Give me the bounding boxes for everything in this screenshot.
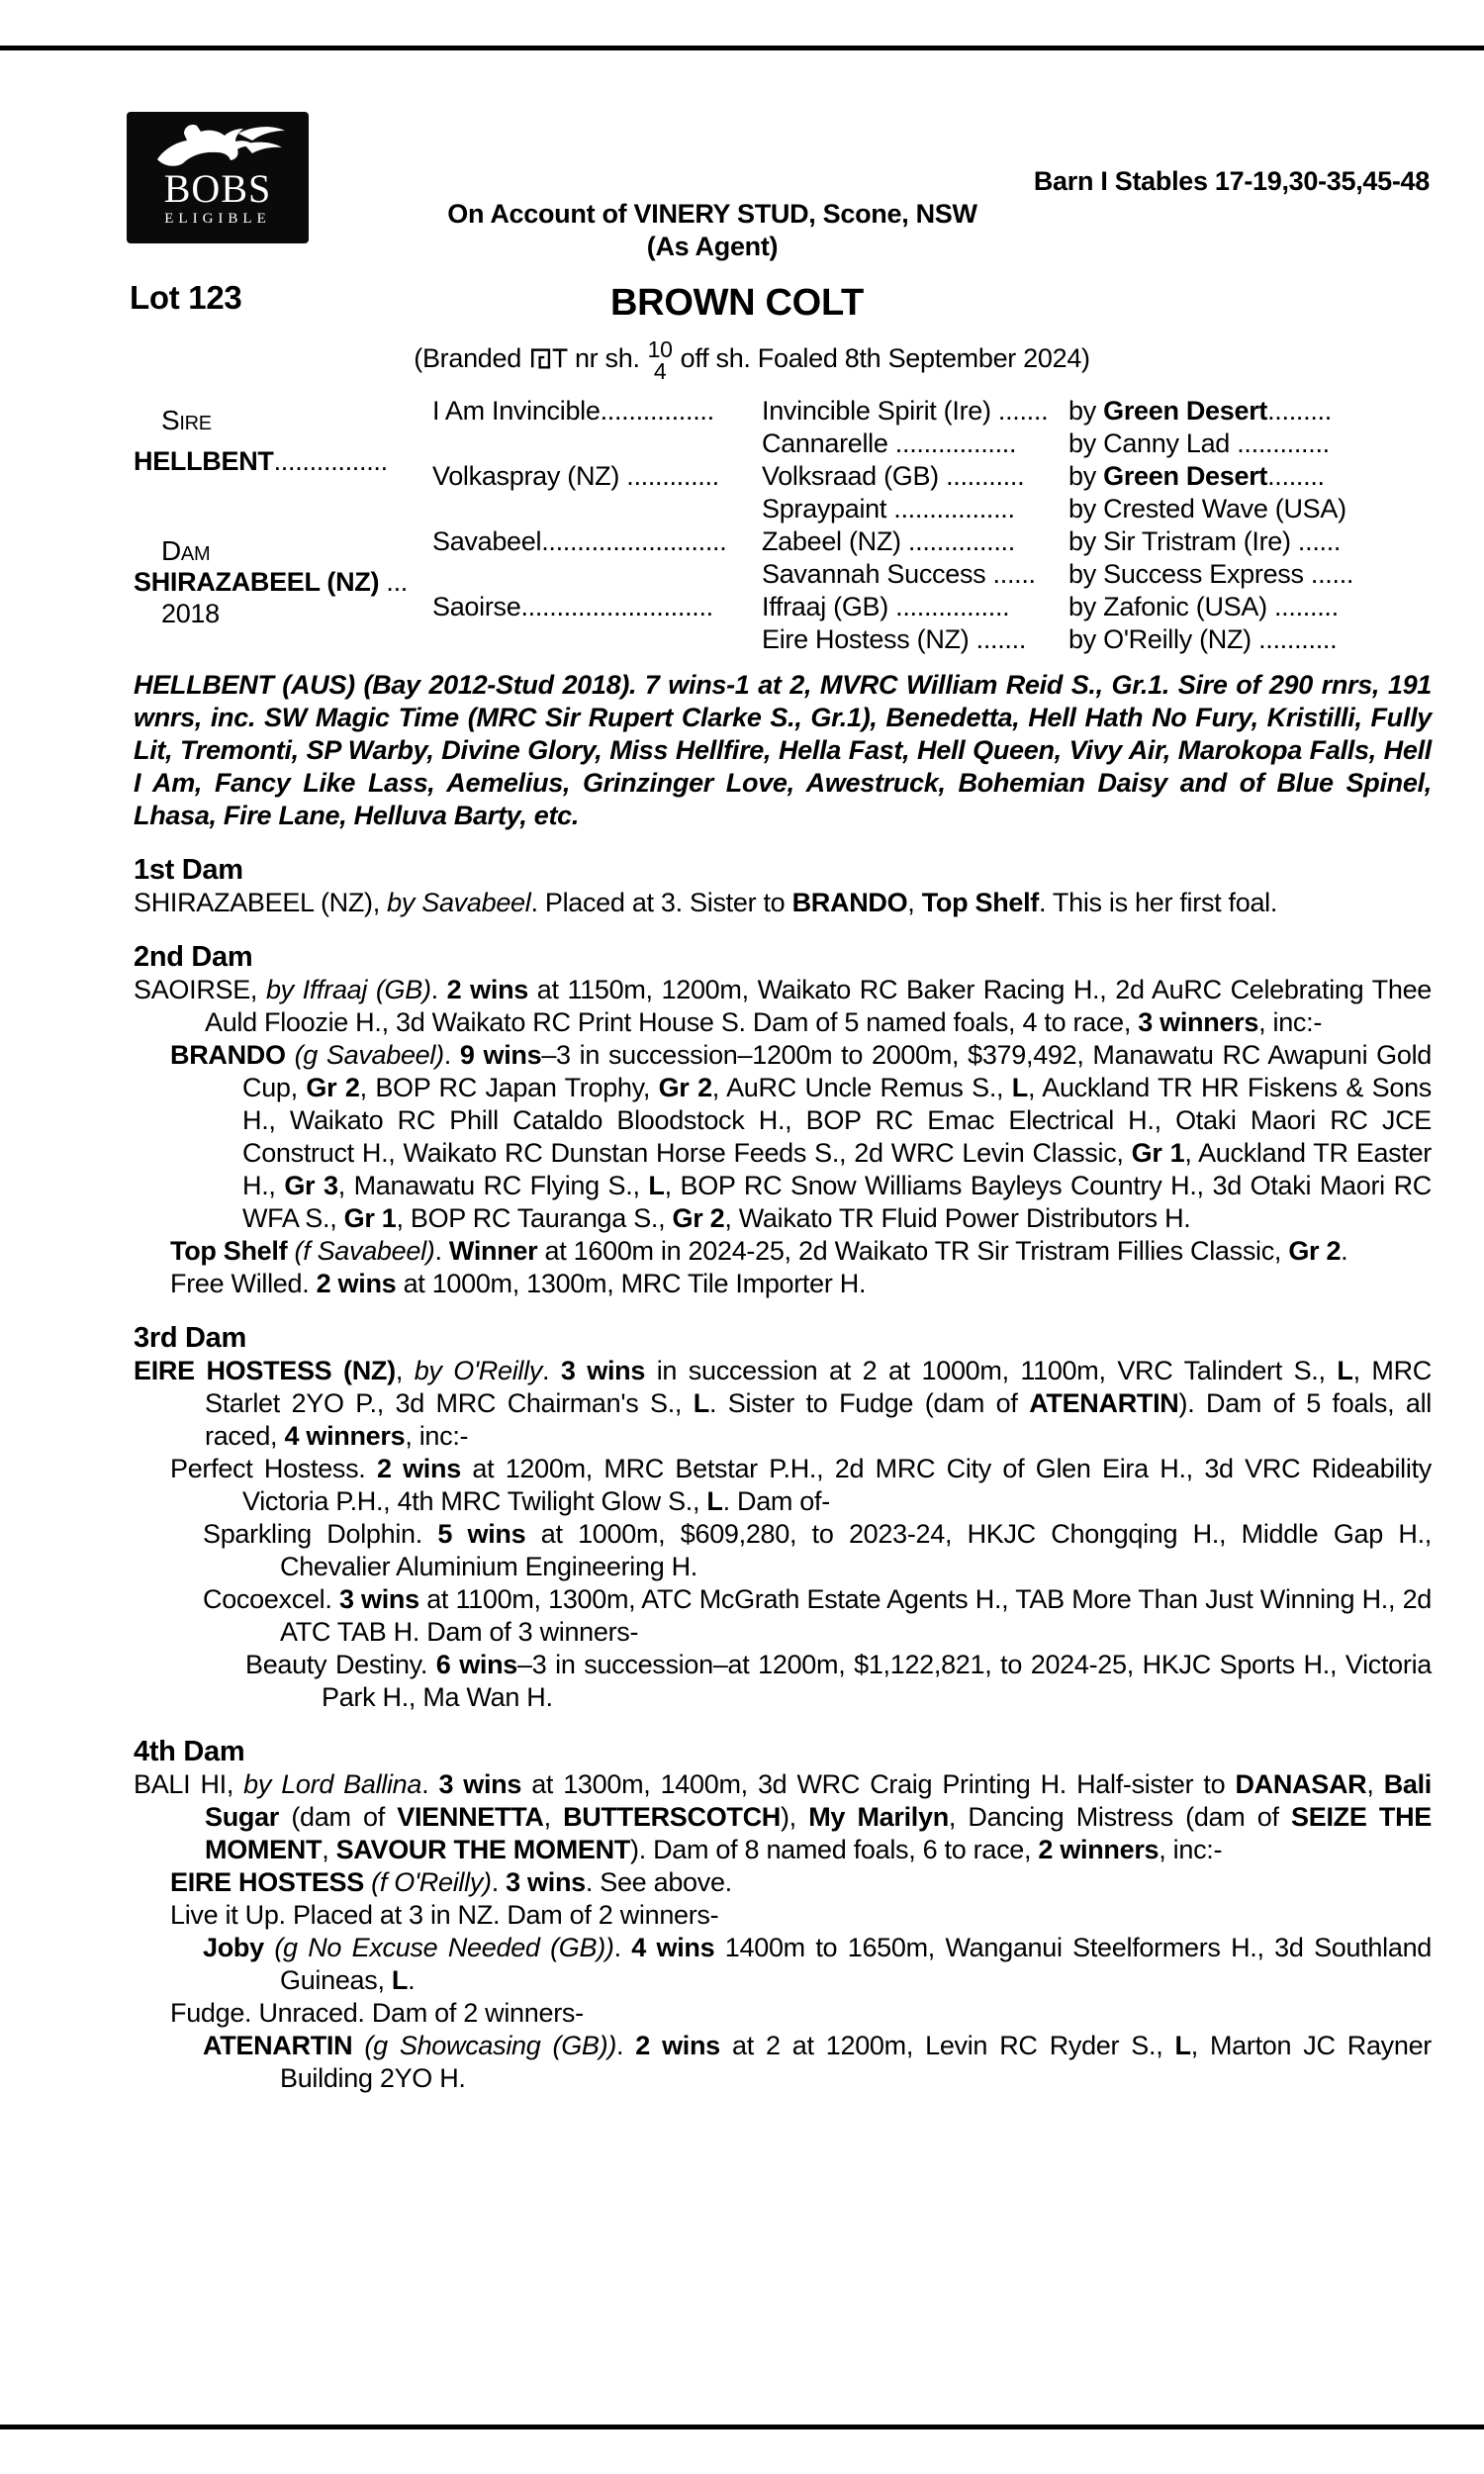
text-segment: (g Showcasing (GB)) [364,2031,617,2060]
text-segment: by Iffraaj (GB) [265,975,431,1004]
text-segment: Sparkling Dolphin. [203,1519,438,1549]
text-segment: . This is her first foal. [1039,888,1278,917]
text-segment [286,1040,295,1070]
text-segment: (g Savabeel) [294,1040,444,1070]
text-segment: , Dancing Mistress (dam of [948,1802,1292,1832]
text-segment: Gr 1 [343,1203,397,1233]
text-segment: 3 wins [506,1867,586,1897]
gen4-sire: by O'Reilly (NZ) ........... [1068,624,1338,654]
logo-subword: ELIGIBLE [164,211,271,227]
text-segment: (g No Excuse Needed (GB)) [274,1933,614,1962]
dam-section-heading: 3rd Dam [134,1322,246,1354]
text-segment: (f Savabeel) [294,1236,435,1266]
text-segment: by O'Reilly [414,1356,543,1385]
dam-dots: ... [379,567,409,597]
text-segment: (dam of [279,1802,398,1832]
text-segment: , [907,888,922,917]
gen4-sire: by Green Desert......... [1068,396,1332,426]
text-segment: ), [780,1802,809,1832]
dam-section-heading: 1st Dam [134,854,243,886]
text-segment: at 1200m, MRC Betstar P.H., 2d MRC City of Glen Eira H., 3d VRC Rideability Victoria P.H., 4th MRC Twilight Glow S., [242,1454,1432,1516]
logo-word: BOBS [163,166,272,211]
text-segment: 4 winners [284,1421,406,1451]
text-segment: VIENNETTA [397,1802,544,1832]
text-segment: BRANDO [791,888,908,917]
pedigree-entry [134,2030,1432,2095]
gen3-ancestor: Iffraaj (GB) ................ [762,592,1010,621]
text-segment: , [395,1356,415,1385]
text-segment: 5 wins [437,1519,526,1549]
sire-name [134,445,388,478]
gen4-sire: by Zafonic (USA) ......... [1068,592,1339,621]
pedigree-entry [134,1932,1432,1997]
text-segment: SAVOUR THE MOMENT [335,1835,630,1864]
text-segment: –3 in succession–at 1200m, $1,122,821, to 2024-25, HKJC Sports H., Victoria Park H., Ma Wan H. [322,1650,1432,1712]
text-segment: 3 winners [1138,1007,1259,1037]
text-segment: , Manawatu RC Flying S., [337,1171,649,1200]
text-segment: . [434,1236,449,1266]
text-segment [352,2031,364,2060]
text-segment: SHIRAZABEEL (NZ), [134,888,388,917]
gen3-ancestor: Spraypaint ................. [762,494,1015,523]
gen4-sire: by Sir Tristram (Ire) ...... [1068,526,1342,556]
text-segment: , Auckland TR Easter H., [242,1138,1432,1200]
text-segment: by Savabeel [387,888,531,917]
text-segment: L [1174,2031,1191,2060]
text-segment: , BOP RC Tauranga S., [396,1203,673,1233]
gen4-sire: by Crested Wave (USA) [1068,494,1346,523]
gen4-sire: by Canny Lad ............. [1068,428,1330,458]
text-segment: –3 in succession–1200m to 2000m, $379,492, Manawatu RC Awapuni Gold Cup, [242,1040,1433,1102]
text-segment: . [491,1867,507,1897]
gen2-ancestor: Volkaspray (NZ) ............. [432,461,719,491]
text-segment: My Marilyn [808,1802,949,1832]
gen3-ancestor: Eire Hostess (NZ) ....... [762,624,1027,654]
text-segment: . See above. [585,1867,732,1897]
text-segment: Gr 1 [1131,1138,1185,1168]
bottom-rule [0,2425,1484,2429]
text-segment: Gr 2 [672,1203,725,1233]
text-segment: , Waikato TR Fluid Power Distributors H. [724,1203,1191,1233]
pedigree-entry [134,1899,1432,1932]
text-segment: , AuRC Uncle Remus S., [711,1073,1012,1102]
dam-name [134,566,408,599]
text-segment: . [408,1965,416,1995]
text-segment: . Placed at 3. Sister to [530,888,792,917]
pedigree-entry [134,1235,1432,1268]
text-segment: , Auckland TR HR Fiskens & Sons H., Waikato RC Phill Cataldo Bloodstock H., BOP RC Emac Electrical H., Otaki Maori RC JCE Construct H., Waikato RC Dunstan Horse Feeds S., 2d WRC Levin Classic, [242,1073,1432,1168]
pedigree-entry [134,1866,1432,1899]
text-segment: . [616,2031,636,2060]
text-segment: 3 wins [560,1356,646,1385]
vendor-account-line: On Account of VINERY STUD, Scone, NSW [447,199,977,229]
pedigree-text-body [134,669,1432,2095]
pedigree-entry [134,1518,1432,1583]
text-segment: SEIZE THE MOMENT [205,1802,1432,1864]
gen3-ancestor: Invincible Spirit (Ire) ....... [762,396,1049,426]
text-segment: . [430,975,447,1004]
gen4-sire: by Success Express ...... [1068,559,1354,589]
text-segment: L [391,1965,409,1995]
text-segment: Top Shelf [170,1236,288,1266]
text-segment: , MRC Starlet 2YO P., 3d MRC Chairman's S., [205,1356,1433,1418]
pedigree-entry [134,1268,1432,1300]
dam-label: Dam [161,535,211,566]
text-segment: . [421,1769,439,1799]
pedigree-entry [134,1649,1432,1714]
text-segment: Gr 2 [1288,1236,1342,1266]
text-segment: Top Shelf [921,888,1039,917]
text-segment: EIRE HOSTESS (NZ) [134,1356,396,1385]
text-segment: BUTTERSCOTCH [563,1802,781,1832]
text-segment: . Dam of- [722,1486,830,1516]
text-segment: 2 wins [635,2031,720,2060]
text-segment: Gr 3 [284,1171,338,1200]
text-segment: . [613,1933,632,1962]
text-segment: 2 wins [316,1269,397,1298]
text-segment: in succession at 2 at 1000m, 1100m, VRC Talindert S., [645,1356,1338,1385]
pedigree-entry [134,887,1432,919]
horse-head-icon [127,118,309,169]
text-segment: at 1000m, $609,280, to 2023-24, HKJC Chongqing H., Middle Gap H., Chevalier Aluminium Engineering H. [280,1519,1432,1581]
text-segment: SAOIRSE, [134,975,266,1004]
text-segment: . [443,1040,460,1070]
text-segment: . [1341,1236,1348,1266]
text-segment: , BOP RC Snow Williams Bayleys Country H., 3d Otaki Maori RC WFA S., [242,1171,1432,1233]
dam-section-heading: 4th Dam [134,1736,245,1767]
text-segment: DANASAR [1235,1769,1367,1799]
text-segment: BALI HI, [134,1769,244,1799]
text-segment: Bali Sugar [205,1769,1433,1832]
gen4-sire: by Green Desert........ [1068,461,1325,491]
branded-nr: nr sh. [574,343,640,374]
text-segment: ). Dam of 8 named foals, 6 to race, [630,1835,1039,1864]
text-segment: , inc:- [1258,1007,1323,1037]
text-segment: L [706,1486,723,1516]
pedigree-entry [134,974,1432,1039]
text-segment: , Marton JC Rayner Building 2YO H. [280,2031,1432,2093]
top-rule [0,46,1484,50]
text-segment: EIRE HOSTESS [170,1867,364,1897]
text-segment: Gr 2 [306,1073,360,1102]
text-segment: at 1150m, 1200m, Waikato RC Baker Racing H., 2d AuRC Celebrating Thee Auld Floozie H., 3d Waikato RC Print House S. Dam of 5 named foals, 4 to race, [205,975,1432,1037]
text-segment: 4 wins [631,1933,715,1962]
text-segment: 2 wins [376,1454,461,1483]
text-segment: , inc:- [405,1421,469,1451]
dam-section-heading: 2nd Dam [134,941,253,973]
gen3-ancestor: Cannarelle ................. [762,428,1017,458]
text-segment: at 1300m, 1400m, 3d WRC Craig Printing H. Half-sister to [521,1769,1236,1799]
text-segment: ATENARTIN [1029,1388,1179,1418]
brand-number-bottom: 4 [653,358,667,384]
text-segment: , [543,1802,564,1832]
text-segment: L [648,1171,665,1200]
text-segment: ATENARTIN [203,2031,353,2060]
text-segment: Winner [448,1236,538,1266]
text-segment: 9 wins [459,1040,542,1070]
pedigree-entry [134,1768,1432,1866]
text-segment: , [1366,1769,1384,1799]
gen2-ancestor: I Am Invincible................ [432,396,714,426]
text-segment: L [1337,1356,1353,1385]
pedigree-entry [134,1355,1432,1453]
branded-pre: (Branded [414,343,521,374]
gen3-ancestor: Savannah Success ...... [762,559,1036,589]
sire-name-text: HELLBENT [134,446,274,476]
lot-number: Lot 123 [130,279,242,316]
text-segment: 3 wins [438,1769,522,1799]
text-segment: L [693,1388,709,1418]
pedigree-entry [134,1583,1432,1649]
brand-number-fraction [648,338,673,382]
text-segment: 2 wins [446,975,528,1004]
pedigree-entry [134,1997,1432,2030]
text-segment: at 1600m in 2024-25, 2d Waikato TR Sir Tristram Fillies Classic, [537,1236,1289,1266]
brand-number-top: 10 [647,336,673,362]
page-title: BROWN COLT [610,282,864,324]
branded-line [0,338,1484,382]
gen3-ancestor: Volksraad (GB) ........... [762,461,1025,491]
text-segment: (f O'Reilly) [371,1867,492,1897]
text-segment: 3 wins [338,1584,419,1614]
text-segment: Live it Up. Placed at 3 in NZ. Dam of 2 winners- [170,1900,719,1930]
dam-name-text: SHIRAZABEEL (NZ) [134,567,380,597]
text-segment: 6 wins [435,1650,518,1679]
text-segment: , [322,1835,336,1864]
text-segment: Fudge. Unraced. Dam of 2 winners- [170,1998,584,2028]
text-segment: , BOP RC Japan Trophy, [359,1073,659,1102]
text-segment: . [542,1356,561,1385]
gen3-ancestor: Zabeel (NZ) ............... [762,526,1015,556]
text-segment: by Lord Ballina [243,1769,422,1799]
sire-dots: ................ [273,446,388,476]
text-segment: at 2 at 1200m, Levin RC Ryder S., [719,2031,1175,2060]
sire-label: Sire [161,405,212,435]
gen2-ancestor: Saoirse........................... [432,592,713,621]
text-segment: 1400m to 1650m, Wanganui Steelformers H., 3d Southland Guineas, [280,1933,1432,1995]
pedigree-entry [134,1453,1432,1518]
brand-mark-icon [527,345,569,379]
text-segment [264,1933,275,1962]
text-segment: Cocoexcel. [203,1584,339,1614]
text-segment: BRANDO [170,1040,286,1070]
text-segment: Beauty Destiny. [245,1650,436,1679]
text-segment: Gr 2 [658,1073,712,1102]
gen2-ancestor: Savabeel.......................... [432,526,727,556]
branded-post: off sh. Foaled 8th September 2024) [680,343,1090,374]
text-segment: Perfect Hostess. [170,1454,377,1483]
text-segment: ). Dam of 5 foals, all raced, [205,1388,1432,1451]
sire-race-record-paragraph [134,669,1432,832]
text-segment: Joby [203,1933,264,1962]
barn-stables-line: Barn I Stables 17-19,30-35,45-48 [1033,166,1430,196]
text-segment [287,1236,294,1266]
text-segment: at 1000m, 1300m, MRC Tile Importer H. [396,1269,867,1298]
text-segment: . Sister to Fudge (dam of [708,1388,1030,1418]
text-segment: L [1011,1073,1028,1102]
text-segment: HELLBENT (AUS) (Bay 2012-Stud 2018). 7 wins-1 at 2, MVRC William Reid S., Gr.1. Sire of 290 rnrs, 191 wnrs, inc. SW Magic Time (MRC Sir Rupert Clarke S., Gr.1), Benedetta, Hell Hath No Fury, Kristilli, Fully Lit, Tremonti, SP Warby, Divine Glory, Miss Hellfire, Hella Fast, Hell Queen, Vivy Air, Marokopa Falls, Hell I Am, Fancy Like Lass, Aemelius, Grinzinger Love, Awestruck, Bohemian Daisy and of Blue Spinel, Lhasa, Fire Lane, Helluva Barty, etc. [134,670,1432,830]
text-segment: , inc:- [1159,1835,1223,1864]
text-segment: Free Willed. [170,1269,317,1298]
dam-year: 2018 [161,599,220,628]
as-agent-line: (As Agent) [646,232,779,261]
text-segment: 2 winners [1038,1835,1159,1864]
pedigree-entry [134,1039,1432,1235]
text-segment: at 1100m, 1300m, ATC McGrath Estate Agents H., TAB More Than Just Winning H., 2d ATC TAB H. Dam of 3 winners- [280,1584,1432,1647]
